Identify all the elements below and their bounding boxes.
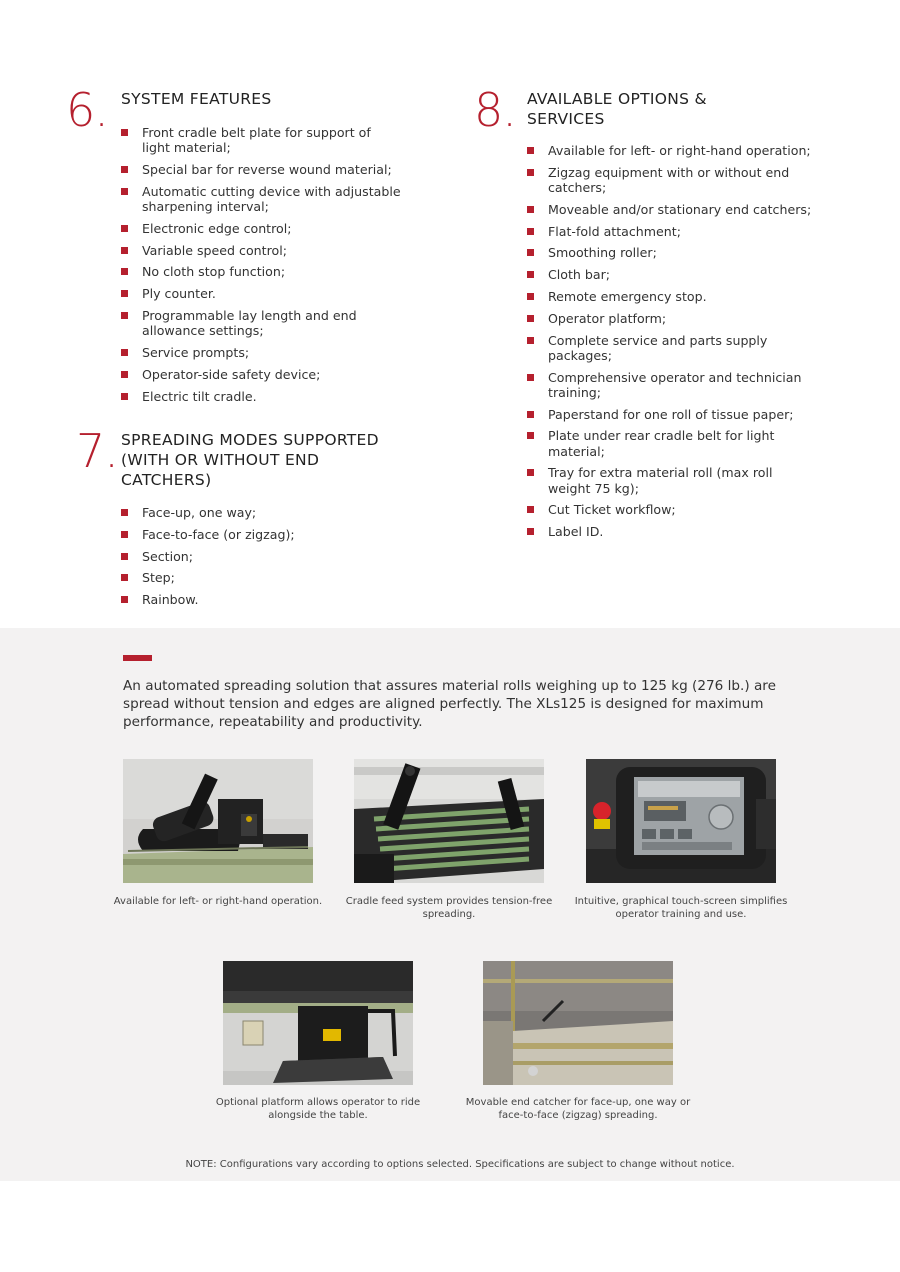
photo-cradle-feed (354, 759, 544, 883)
photo-left-right-operation (123, 759, 313, 883)
list-item: Tray for extra material roll (max roll weight 75 kg); (527, 465, 812, 495)
list-item: Programmable lay length and end allowance settings; (121, 308, 401, 338)
list-item: Zigzag equipment with or without end catchers; (527, 165, 812, 195)
list-item: Cloth bar; (527, 267, 812, 282)
photo-end-catcher (483, 961, 673, 1085)
list-item: Flat-fold attachment; (527, 224, 812, 239)
list-item: Service prompts; (121, 345, 401, 360)
list-item: Automatic cutting device with adjustable sharpening interval; (121, 184, 401, 214)
list-item: Remote emergency stop. (527, 289, 812, 304)
section-8-list (527, 143, 812, 546)
list-item: Paperstand for one roll of tissue paper; (527, 407, 812, 422)
list-item: Electronic edge control; (121, 221, 401, 236)
photo-caption: Cradle feed system provides tension-free spreading. (345, 896, 553, 920)
list-item: Operator-side safety device; (121, 367, 401, 382)
section-7-number: 7. (76, 424, 118, 478)
section-7-title: SPREADING MODES SUPPORTED (WITH OR WITHOUT END CATCHERS) (121, 431, 379, 489)
section-8-number: 8. (474, 83, 516, 137)
list-item: Comprehensive operator and technician training; (527, 370, 812, 400)
list-item: No cloth stop function; (121, 264, 401, 279)
photo-caption: Movable end catcher for face-up, one way or face-to-face (zigzag) spreading. (465, 1097, 691, 1121)
photo-caption: Available for left- or right-hand operation. (113, 896, 323, 907)
photo-touch-screen (586, 759, 776, 883)
list-item: Cut Ticket workflow; (527, 502, 812, 517)
list-item: Rainbow. (121, 592, 401, 607)
list-item: Step; (121, 570, 401, 585)
list-item: Smoothing roller; (527, 245, 812, 260)
section-6-list (121, 125, 401, 410)
photo-caption: Intuitive, graphical touch-screen simplifies operator training and use. (574, 896, 788, 920)
photo-caption: Optional platform allows operator to ride alongside the table. (215, 1097, 421, 1121)
photo-operator-platform (223, 961, 413, 1085)
section-6-number: 6. (66, 83, 108, 137)
list-item: Face-to-face (or zigzag); (121, 527, 401, 542)
list-item: Special bar for reverse wound material; (121, 162, 401, 177)
list-item: Ply counter. (121, 286, 401, 301)
list-item: Electric tilt cradle. (121, 389, 401, 404)
section-6-title: SYSTEM FEATURES (121, 90, 272, 108)
list-item: Plate under rear cradle belt for light material; (527, 428, 812, 458)
list-item: Variable speed control; (121, 243, 401, 258)
accent-dash (123, 655, 152, 661)
list-item: Section; (121, 549, 401, 564)
list-item: Operator platform; (527, 311, 812, 326)
list-item: Face-up, one way; (121, 505, 401, 520)
section-8-title: AVAILABLE OPTIONS & SERVICES (527, 90, 707, 128)
intro-paragraph: An automated spreading solution that assures material rolls weighing up to 125 kg (276 lb.) are spread without tension and edges are aligned perfectly. The XLs125 is designed for maximum performance, repeatability and productivity. (123, 678, 776, 730)
list-item: Front cradle belt plate for support of light material; (121, 125, 401, 155)
list-item: Moveable and/or stationary end catchers; (527, 202, 812, 217)
specifications-note: NOTE: Configurations vary according to options selected. Specifications are subject to change without notice. (185, 1159, 735, 1170)
section-7-list (121, 505, 401, 614)
list-item: Complete service and parts supply packages; (527, 333, 812, 363)
list-item: Label ID. (527, 524, 812, 539)
list-item: Available for left- or right-hand operation; (527, 143, 812, 158)
